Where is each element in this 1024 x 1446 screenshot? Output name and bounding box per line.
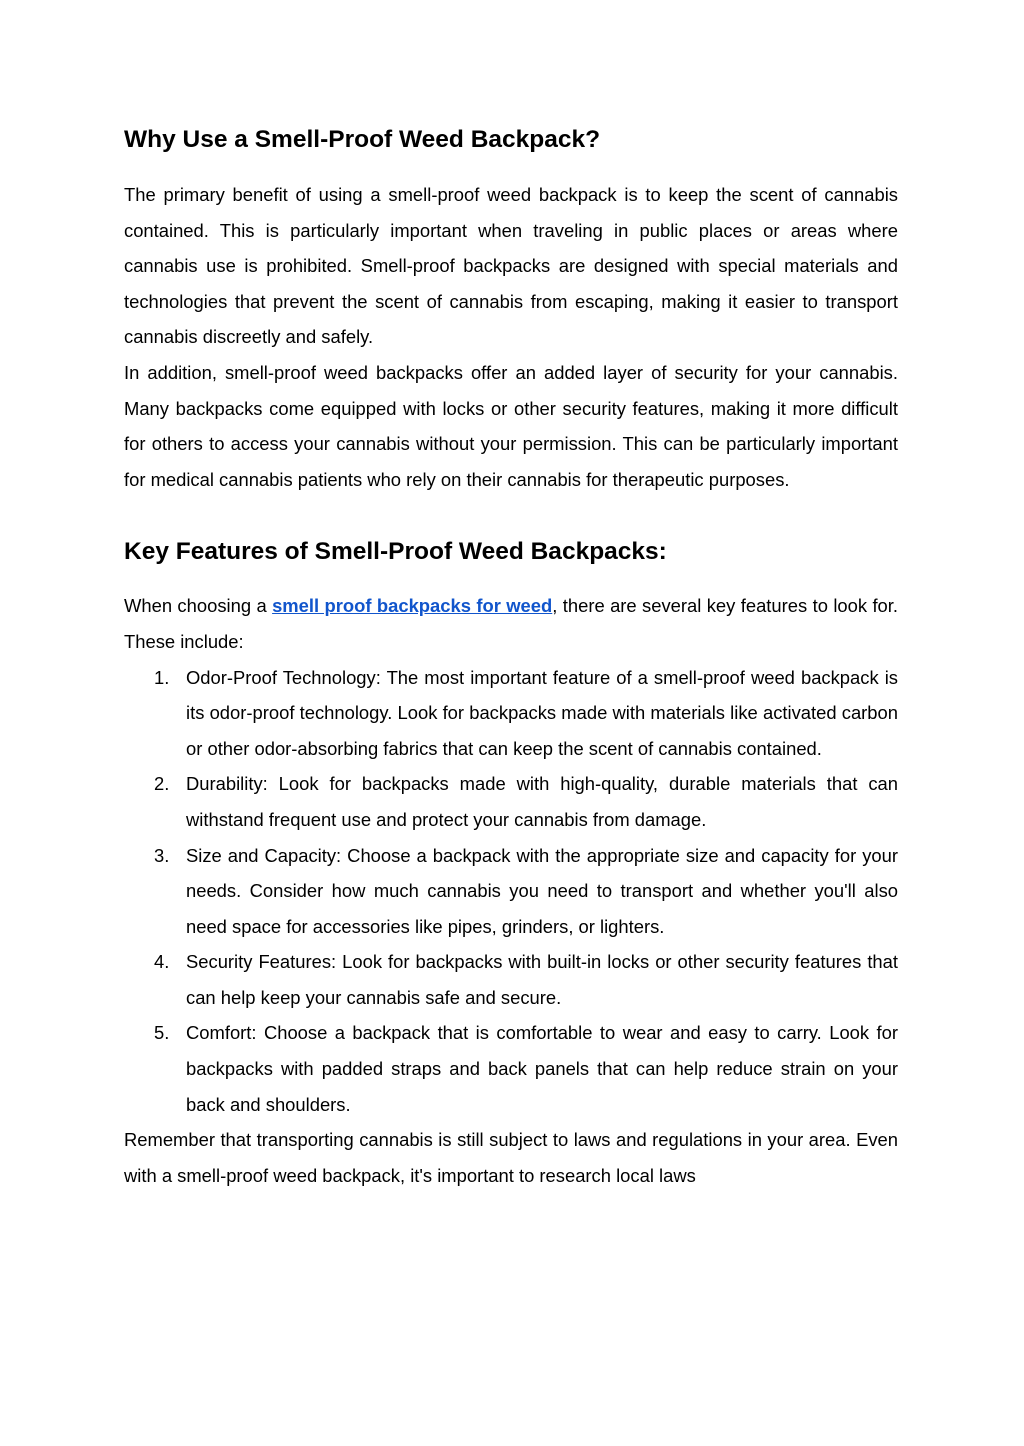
list-item: [124, 766, 898, 837]
list-item-number: 3.: [154, 844, 170, 866]
intro-text-after: , there are several key features to look for. These include:: [124, 595, 899, 652]
list-item-number: 5.: [154, 1022, 170, 1044]
list-item-text: Durability: Look for backpacks made with high-quality, durable materials that can withstand frequent use and protect your cannabis from damage.: [186, 773, 898, 830]
paragraph-closing: Remember that transporting cannabis is still subject to laws and regulations in your area. Even with a smell-proof weed backpack, it's important to research local laws: [124, 1129, 898, 1186]
list-item-number: 1.: [154, 666, 170, 688]
paragraph-security: In addition, smell-proof weed backpacks offer an added layer of security for your cannabis. Many backpacks come equipped with locks or other security features, making it more difficult for others to access your cannabis without your permission. This can be particularly important for medical cannabis patients who rely on their cannabis for therapeutic purposes.: [124, 361, 898, 490]
section-heading-why: Why Use a Smell-Proof Weed Backpack?: [124, 126, 601, 153]
smell-proof-backpacks-link[interactable]: smell proof backpacks for weed: [272, 595, 553, 617]
list-item: [124, 1015, 898, 1122]
paragraph-benefit: The primary benefit of using a smell-proof weed backpack is to keep the scent of cannabis contained. This is particularly important when traveling in public places or areas where cannabis use is prohibited. Smell-proof backpacks are designed with special materials and technologies that prevent the scent of cannabis from escaping, making it easier to transport cannabis discreetly and safely.: [124, 184, 898, 348]
list-item-number: 4.: [154, 951, 170, 973]
list-item-number: 2.: [154, 773, 170, 795]
list-item-text: Odor-Proof Technology: The most important feature of a smell-proof weed backpack is its odor-proof technology. Look for backpacks made with materials like activated carbon or other odor-absorbing fabrics that can keep the scent of cannabis contained.: [186, 666, 898, 759]
document-page: [124, 120, 898, 1193]
paragraph-intro: [124, 588, 898, 659]
list-item: [124, 838, 898, 945]
list-item-text: Size and Capacity: Choose a backpack with the appropriate size and capacity for your needs. Consider how much cannabis you need to transport and whether you'll also need space for accessories like pipes, grinders, or lighters.: [186, 844, 898, 937]
list-item: [124, 944, 898, 1015]
intro-text-before: When choosing a: [124, 595, 273, 617]
list-item-text: Comfort: Choose a backpack that is comfortable to wear and easy to carry. Look for backpacks with padded straps and back panels that can help reduce strain on your back and shoulders.: [186, 1022, 898, 1115]
features-list: [124, 660, 898, 1123]
section-heading-features: Key Features of Smell-Proof Weed Backpacks:: [124, 538, 667, 566]
list-item: [124, 660, 898, 767]
list-item-text: Security Features: Look for backpacks with built-in locks or other security features that can help keep your cannabis safe and secure.: [186, 951, 898, 1008]
